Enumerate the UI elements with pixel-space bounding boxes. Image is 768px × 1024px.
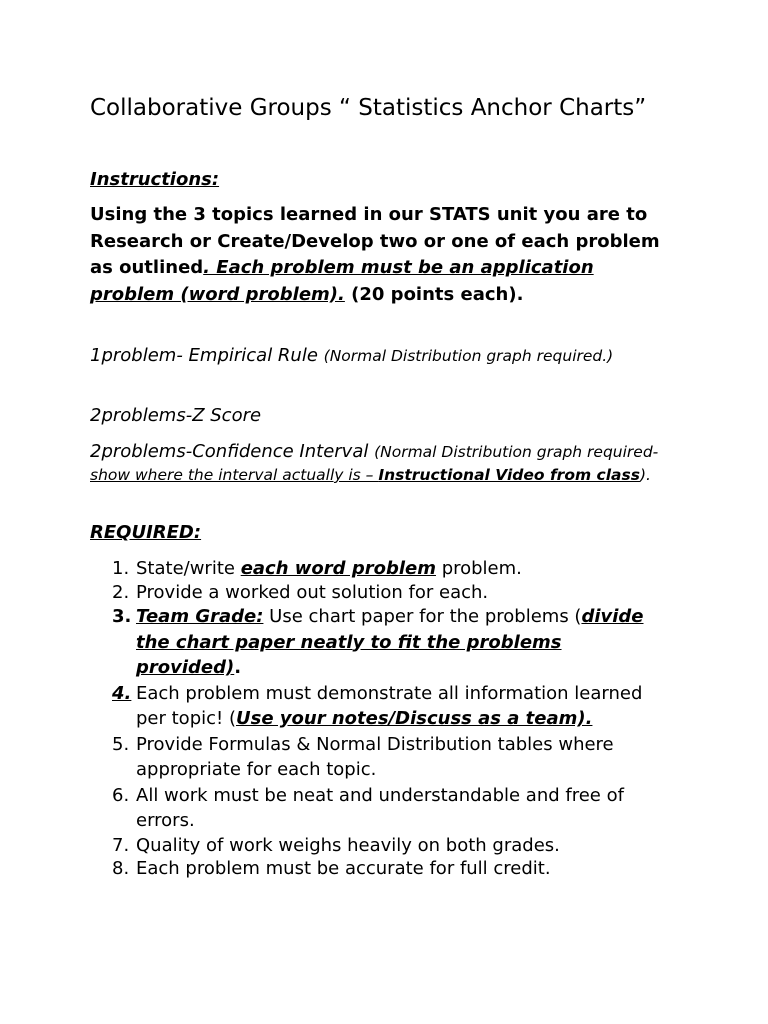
problem-note: (Normal Distribution graph required- — [374, 443, 659, 461]
item-text: Provide Formulas & Normal Distribution tables where appropriate for each topic. — [136, 733, 614, 780]
list-item — [112, 581, 672, 605]
problem-main: 1problem- Empirical Rule — [90, 345, 324, 366]
item-emphasis: Use your notes/Discuss as a team). — [235, 708, 593, 729]
item-emphasis: Team Grade: — [136, 606, 264, 627]
problem-note-underlined: show where the interval actually is – — [90, 466, 379, 484]
problem-main: 2problems-Confidence Interval — [90, 441, 375, 462]
item-text: Each problem must demonstrate all information learned per topic! ( — [136, 682, 643, 729]
item-text: Quality of work weighs heavily on both grades. — [136, 834, 560, 856]
item-emphasis: each word problem — [240, 558, 436, 579]
problem-note: (Normal Distribution graph required.) — [323, 347, 614, 365]
list-item — [112, 783, 672, 834]
required-list — [112, 557, 672, 881]
item-text: Each problem must be accurate for full credit. — [136, 858, 551, 879]
item-text: Provide a worked out solution for each. — [136, 581, 489, 603]
list-item — [112, 732, 672, 783]
item-text: Use chart paper for the problems ( — [263, 606, 582, 627]
list-item — [112, 834, 672, 858]
list-number: 8. — [112, 858, 130, 879]
document-title: Collaborative Groups “ Statistics Anchor Charts” — [90, 95, 647, 121]
required-heading: REQUIRED: — [90, 522, 202, 543]
intro-text: Using the 3 topics learned in our STATS unit you are to Research or Create/Develop two or one of each problem as outlined — [90, 204, 660, 278]
list-number: 7. — [112, 834, 130, 856]
item-emphasis-2: divide the chart paper neatly to fit the problems provided) — [136, 606, 644, 678]
list-number: 6. — [112, 784, 130, 806]
list-item — [112, 604, 672, 681]
problem-z-score — [90, 404, 670, 427]
list-number: 2. — [112, 581, 130, 603]
problem-main: 2problems-Z Score — [90, 405, 262, 426]
list-number: 3. — [112, 606, 132, 627]
intro-emphasis: . Each problem must be an application problem (word problem). — [90, 257, 594, 305]
list-number: 4. — [112, 682, 132, 704]
item-text: All work must be neat and understandable and free of errors. — [136, 784, 624, 831]
list-item — [112, 681, 672, 732]
list-number: 1. — [112, 558, 130, 579]
problem-confidence-interval — [90, 440, 670, 487]
list-item — [112, 857, 672, 881]
item-text-end: problem. — [435, 558, 522, 579]
item-text: State/write — [136, 558, 241, 579]
problem-note-video: Instructional Video from class — [378, 466, 640, 484]
problem-note-end: ). — [639, 466, 651, 484]
intro-points: (20 points each). — [344, 283, 524, 305]
instructions-heading: Instructions: — [90, 169, 220, 190]
list-number: 5. — [112, 733, 130, 755]
intro-paragraph — [90, 202, 670, 308]
item-text-end: . — [234, 657, 242, 678]
problem-empirical-rule — [90, 344, 670, 368]
list-item — [112, 557, 672, 581]
